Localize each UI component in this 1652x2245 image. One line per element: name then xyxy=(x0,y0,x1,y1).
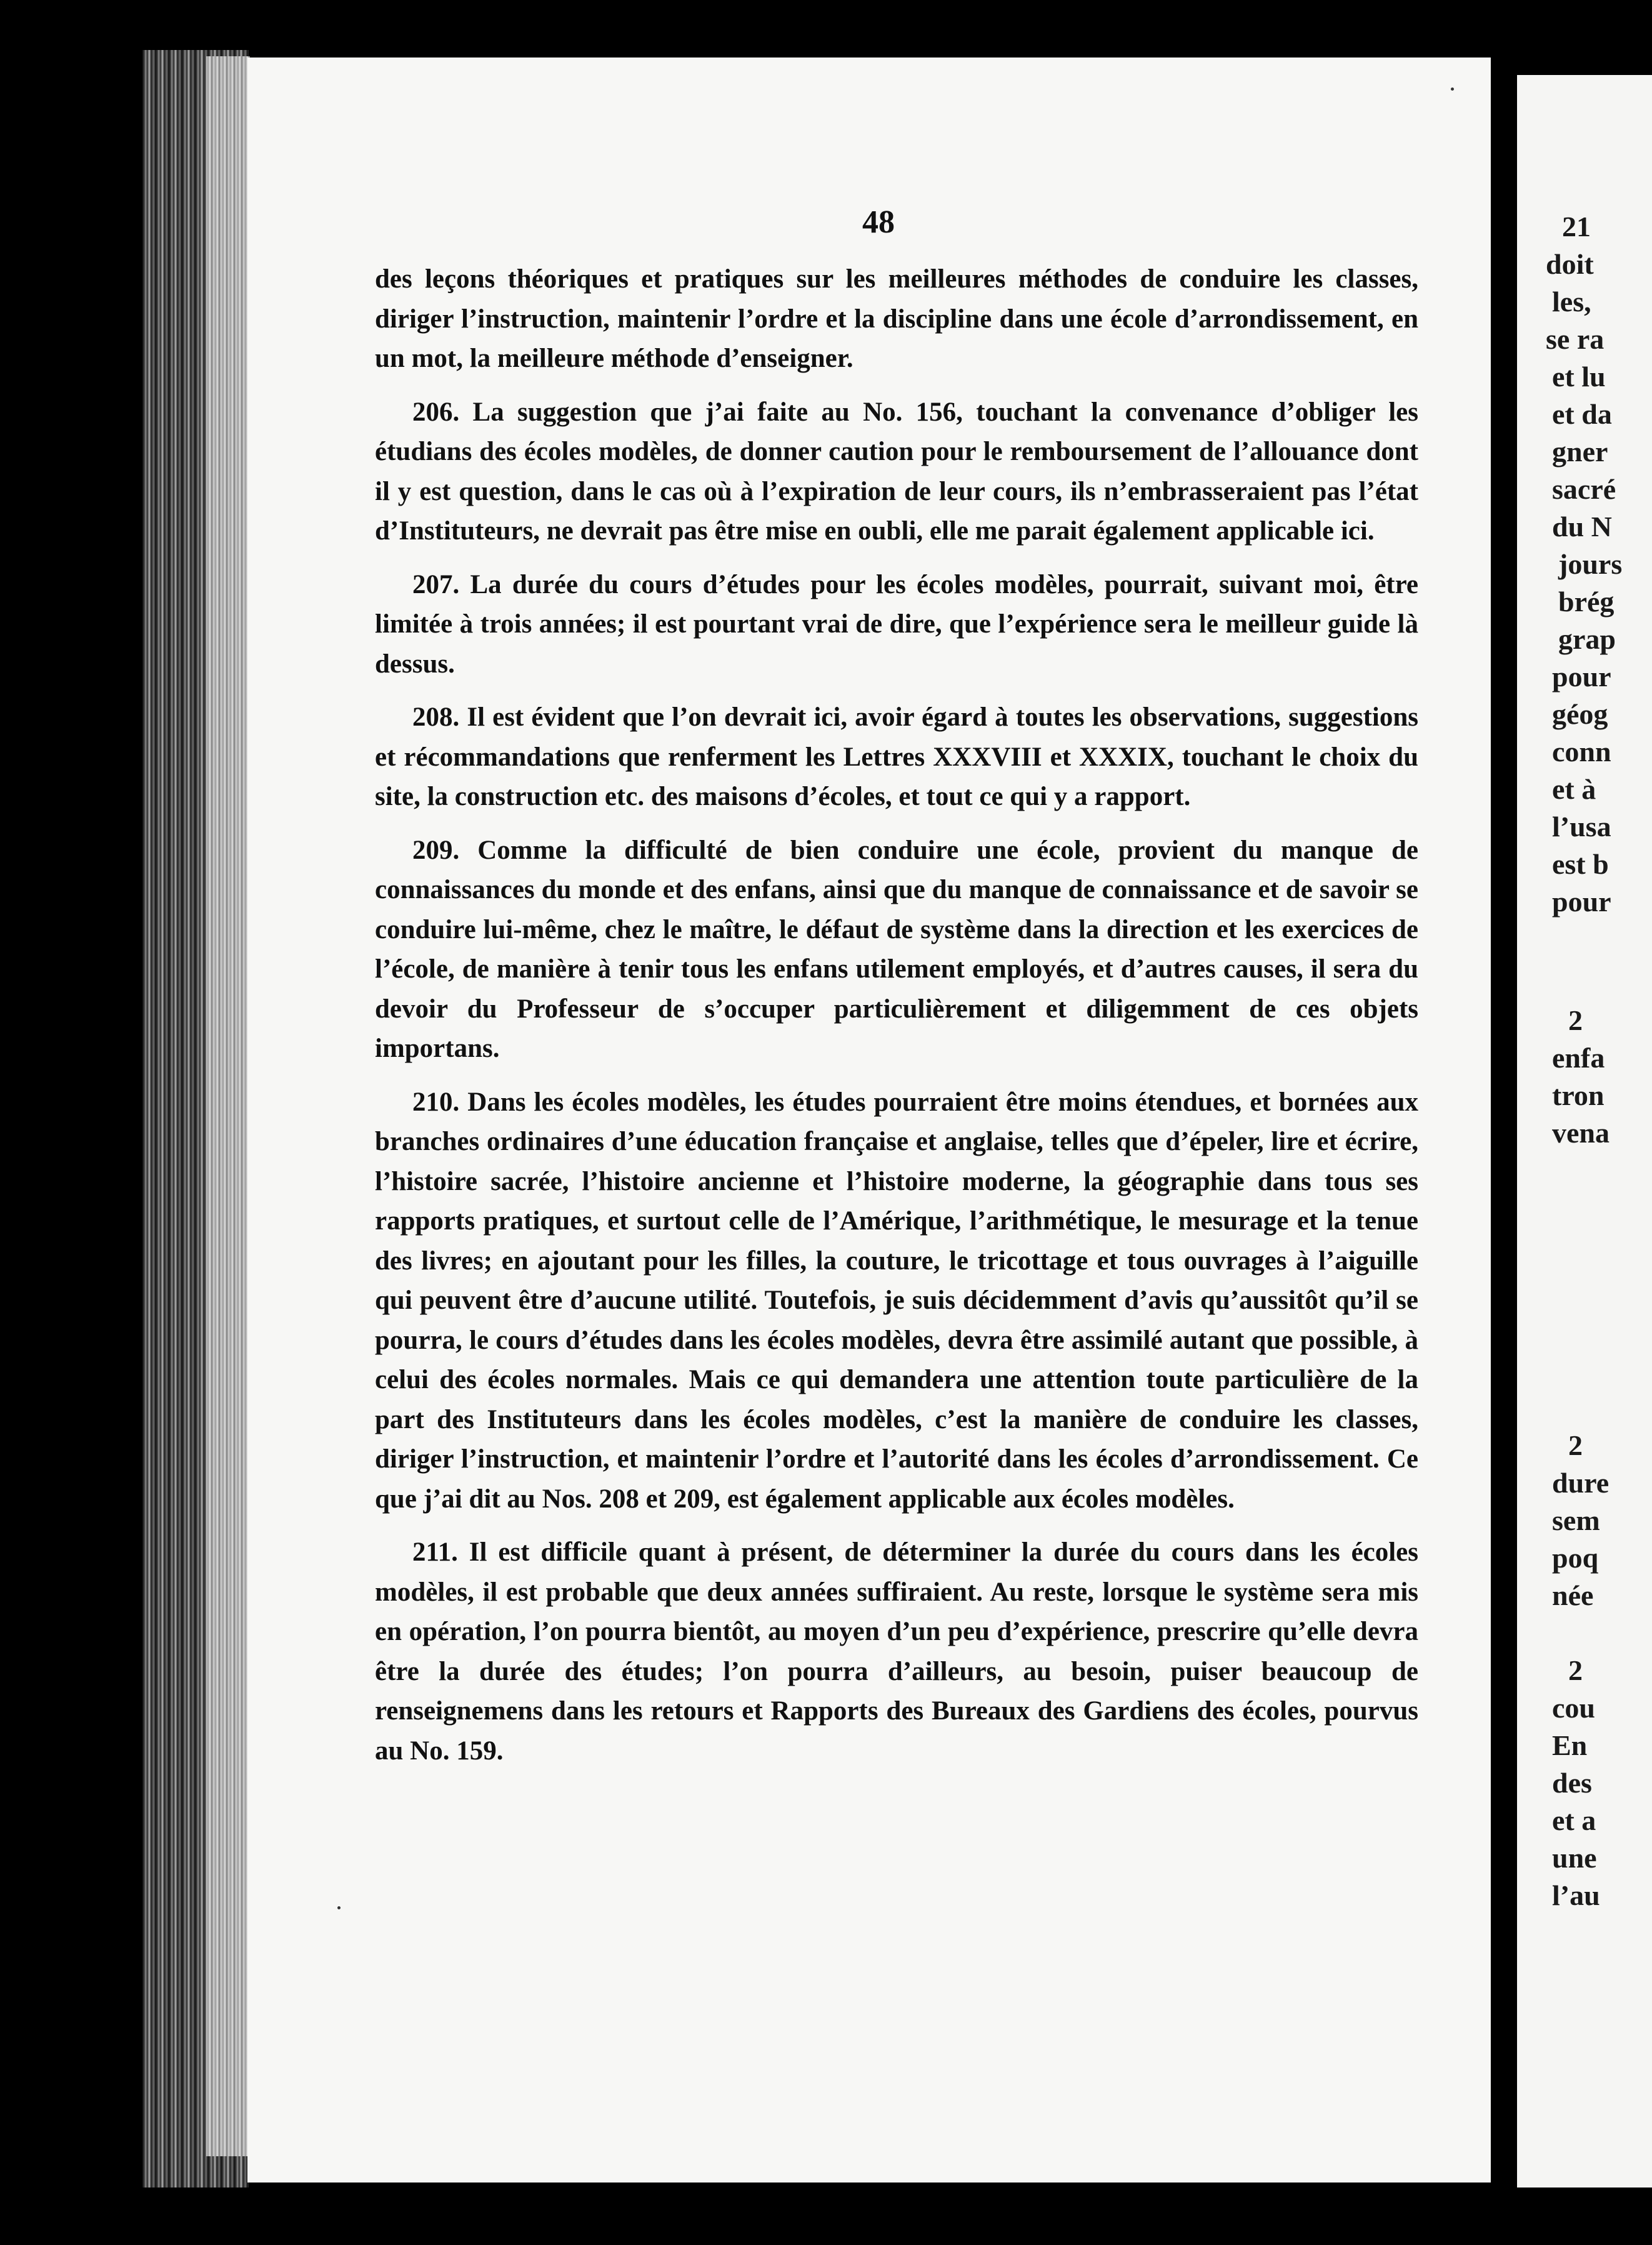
paragraph-text: Il est difficile quant à présent, de déterminer la durée du cours dans les écoles modèles, il est probable que deux années suffiraient. Au reste, lorsque le système sera mis en opération, l’on pourra bientôt, au moyen d’un peu d’expérience, prescrire qu’elle devra être la durée des études; l’on pourra d’ailleurs, au besoin, puiser beaucoup de renseignemens dans les retours et Rapports des Bureaux des Gardiens des écoles, pourvus au No. 159. xyxy=(375,1538,1419,1766)
paragraph-number: 210. xyxy=(412,1087,460,1117)
paragraph-number: 206. xyxy=(412,397,460,427)
facing-page-line: les, xyxy=(1552,286,1591,318)
paragraph-206 xyxy=(375,392,1418,551)
page-speck xyxy=(337,1906,341,1909)
facing-page-line: géog xyxy=(1552,698,1608,730)
paragraph-209 xyxy=(375,831,1418,1069)
facing-page-line: sacré xyxy=(1552,473,1616,505)
paragraph-text: Il est évident que l’on devrait ici, avoir égard à toutes les observations, suggestions et récommandations que renferment les Lettres XXXVIII et XXXIX, touchant le choix du site, la construction etc. des maisons d’écoles, et tout ce qui y a rapport. xyxy=(375,702,1419,811)
facing-page-line: grap xyxy=(1558,623,1616,655)
facing-page-line: une xyxy=(1552,1842,1597,1874)
facing-page-line: des xyxy=(1552,1767,1592,1799)
facing-page-line: pour xyxy=(1552,661,1611,692)
facing-page-line: cou xyxy=(1552,1692,1595,1724)
facing-page-line: née xyxy=(1552,1579,1594,1611)
paragraph-continued xyxy=(375,259,1418,379)
facing-page-line: tron xyxy=(1552,1079,1605,1111)
facing-page-line: jours xyxy=(1558,548,1623,580)
paragraph-number: 208. xyxy=(412,702,460,732)
facing-page-line: 21 xyxy=(1562,211,1591,242)
paragraph-207 xyxy=(375,565,1418,684)
facing-page-line: gner xyxy=(1552,436,1608,468)
facing-page-line: dure xyxy=(1552,1467,1610,1499)
facing-page-line: 2 xyxy=(1568,1004,1583,1036)
facing-page-line: doit xyxy=(1546,248,1594,280)
page-body xyxy=(375,259,1418,1784)
facing-page-line: conn xyxy=(1552,736,1611,768)
facing-page-line: se ra xyxy=(1546,323,1605,355)
page-speck xyxy=(1451,88,1454,91)
facing-page-line: poq xyxy=(1552,1542,1599,1574)
facing-page-line: sem xyxy=(1552,1504,1600,1536)
paragraph-210 xyxy=(375,1082,1418,1519)
facing-page-line: et da xyxy=(1552,398,1612,430)
paragraph-number: 209. xyxy=(412,835,460,865)
facing-page-line: brég xyxy=(1558,586,1615,618)
paragraph-211 xyxy=(375,1532,1418,1771)
facing-page-line: et a xyxy=(1552,1804,1596,1836)
paragraph-number: 211. xyxy=(412,1538,458,1567)
paragraph-text: Dans les écoles modèles, les études pourraient être moins étendues, et bornées aux branches ordinaires d’une éducation française et anglaise, telles que d’épeler, lire et écrire, l’histoire sacrée, l’histoire ancienne et l’histoire moderne, la géographie dans tous ses rapports pratiques, et surtout celle de l’Amérique, l’arithmétique, le mesurage et la tenue des livres; en ajoutant pour les filles, la couture, le tricottage et tous ouvrages à l’aiguille qui peuvent être d’aucune utilité. Toutefois, je suis décidemment d’avis qu’aussitôt qu’il se pourra, le cours d’études dans les écoles modèles, devra être assimilé autant que possible, à celui des écoles normales. Mais ce qui demandera une attention toute particulière de la part des Instituteurs dans les écoles modèles, c’est la manière de conduire les classes, diriger l’instruction, et maintenir l’ordre et l’autorité dans les écoles d’arrondissement. Ce que j’ai dit au Nos. 208 et 209, est également applicable aux écoles modèles. xyxy=(375,1087,1419,1514)
facing-page-line: vena xyxy=(1552,1117,1610,1149)
paragraph-208 xyxy=(375,698,1418,817)
paragraph-text: La durée du cours d’études pour les écoles modèles, pourrait, suivant moi, être limitée à trois années; il est pourtant vrai de dire, que l’expérience sera le meilleur guide là dessus. xyxy=(375,569,1419,679)
facing-page-line: 2 xyxy=(1568,1429,1583,1461)
paragraph-text: des leçons théoriques et pratiques sur les meilleures méthodes de conduire les classes, diriger l’instruction, maintenir l’ordre et la discipline dans une école d’arrondissement, en un mot, la meilleure méthode d’enseigner. xyxy=(375,264,1418,373)
facing-page-line: l’usa xyxy=(1552,811,1611,842)
facing-page-line: pour xyxy=(1552,886,1611,918)
facing-page-line: l’au xyxy=(1552,1879,1600,1911)
facing-page-line: et lu xyxy=(1552,361,1606,392)
facing-page xyxy=(1517,75,1652,2188)
page-number: 48 xyxy=(862,204,895,240)
paragraph-text: La suggestion que j’ai faite au No. 156, touchant la convenance d’obliger les étudians des écoles modèles, de donner caution pour le remboursement de l’allouance dont il y est question, dans le cas où à l’expiration de leur cours, ils n’embrasseraient pas l’état d’Instituteurs, ne devrait pas être mise en oubli, elle me parait également applicable ici. xyxy=(375,397,1419,546)
paragraph-number: 207. xyxy=(412,569,460,599)
book-edge-pages xyxy=(206,56,250,2156)
facing-page-line: enfa xyxy=(1552,1042,1605,1074)
facing-page-line: 2 xyxy=(1568,1654,1583,1686)
paragraph-text: Comme la difficulté de bien conduire une école, provient du manque de connaissances du monde et des enfans, ainsi que du manque de connaissance et de savoir se conduire lui-même, chez le maître, le défaut de système dans la direction et les exercices de l’école, de manière à tenir tous les enfans utilement employés, et d’autres causes, il sera du devoir du Professeur de s’occuper particulièrement et diligemment de ces objets importans. xyxy=(375,835,1419,1063)
facing-page-line: et à xyxy=(1552,773,1596,805)
facing-page-line: est b xyxy=(1552,848,1609,880)
facing-page-line: du N xyxy=(1552,511,1612,542)
facing-page-line: En xyxy=(1552,1729,1588,1761)
